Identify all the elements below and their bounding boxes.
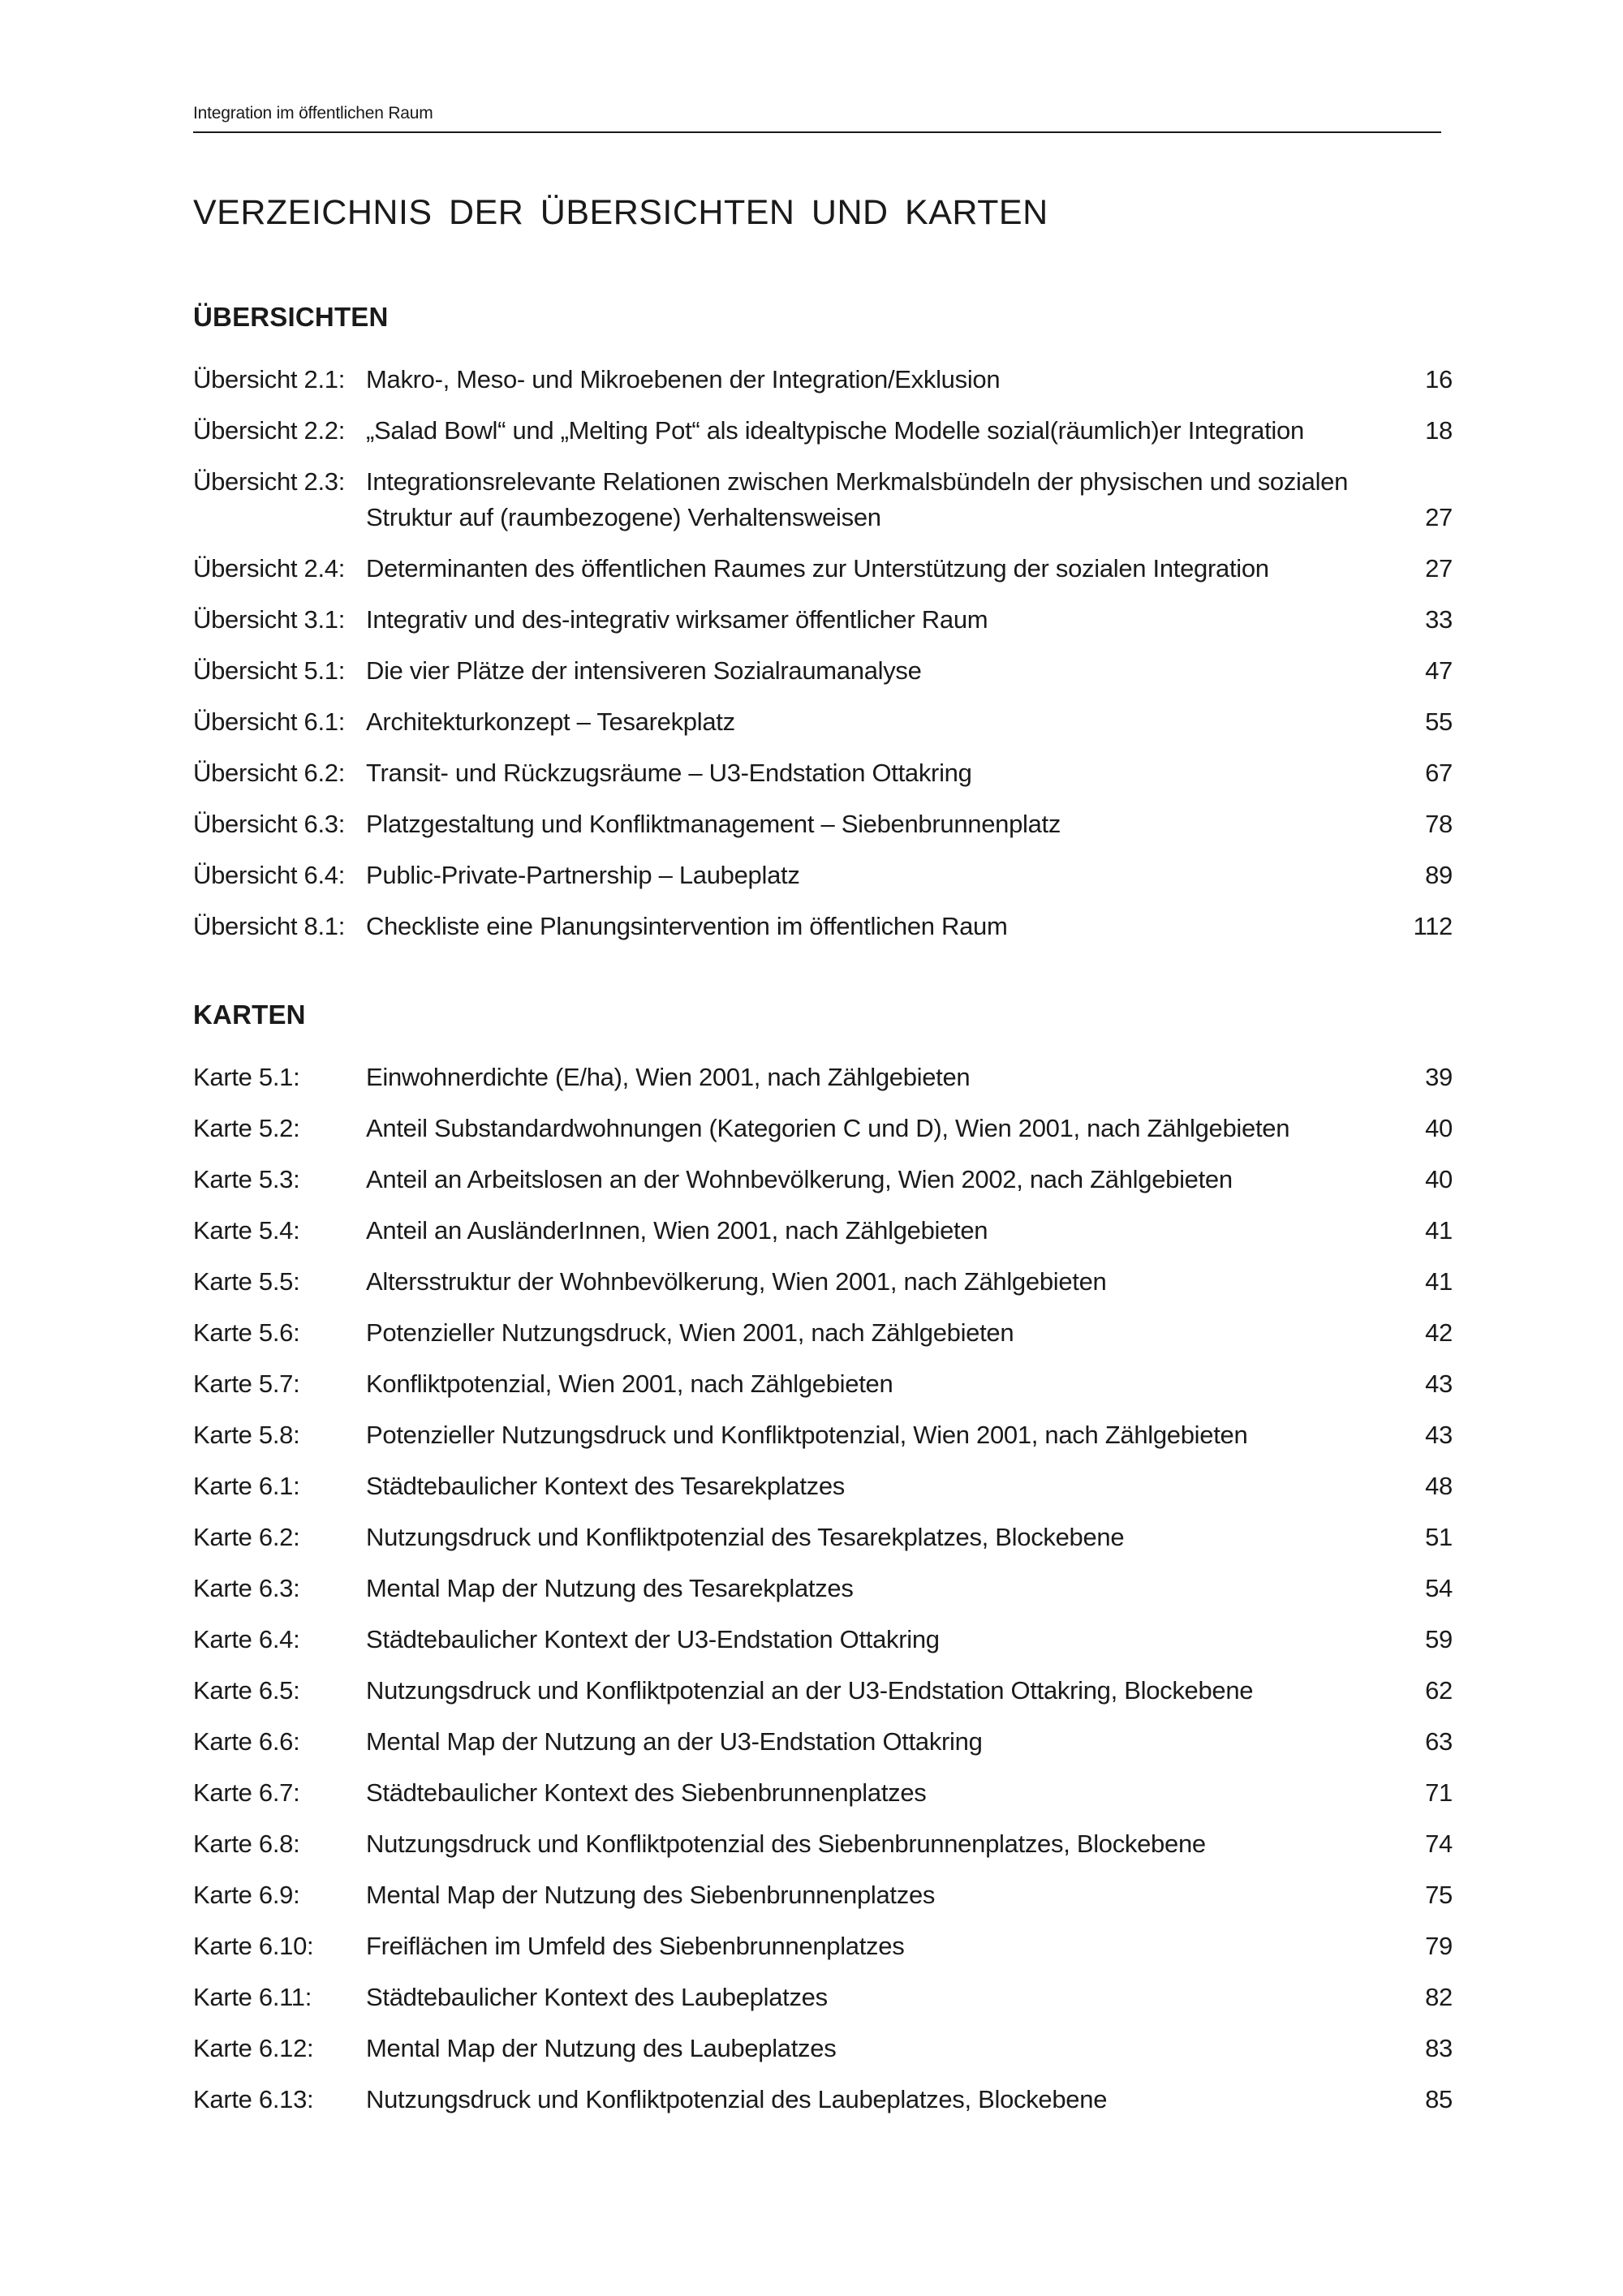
toc-entry-label: Karte 5.3: [193, 1165, 300, 1193]
toc-entry [193, 1980, 1453, 2015]
toc-entry-label: Karte 5.5: [193, 1267, 300, 1296]
toc-entry-page: 89 [1425, 861, 1453, 889]
toc-entry [193, 1520, 1453, 1555]
toc-entry [193, 806, 1453, 842]
toc-entry-label: Karte 6.5: [193, 1676, 300, 1705]
toc-entry [193, 1775, 1453, 1811]
toc-entry-page: 18 [1425, 416, 1453, 445]
toc-entry [193, 1877, 1453, 1913]
toc-entry-title: Transit- und Rückzugsräume – U3-Endstation Ottakring [366, 759, 972, 787]
toc-entry-page: 54 [1425, 1574, 1453, 1602]
toc-entry-label: Karte 6.9: [193, 1881, 300, 1909]
toc-entry-title: Public-Private-Partnership – Laubeplatz [366, 861, 800, 889]
toc-entry [193, 551, 1453, 587]
toc-entry-title: Architekturkonzept – Tesarekplatz [366, 707, 735, 736]
toc-entry-title: Mental Map der Nutzung des Laubeplatzes [366, 2034, 837, 2062]
toc-entry-label: Karte 6.1: [193, 1472, 300, 1500]
toc-entry-title: Checkliste eine Planungsintervention im öffentlichen Raum [366, 912, 1008, 940]
toc-entry-page: 41 [1425, 1216, 1453, 1245]
toc-entry-label: Karte 6.12: [193, 2034, 314, 2062]
toc-entry [193, 1928, 1453, 1964]
toc-entry-page: 67 [1425, 759, 1453, 787]
toc-entry-page: 39 [1425, 1063, 1453, 1091]
toc-entry-title: Mental Map der Nutzung des Siebenbrunnenplatzes [366, 1881, 936, 1909]
toc-entry [193, 362, 1453, 398]
toc-entry-label: Karte 6.11: [193, 1983, 312, 2011]
toc-entry [193, 2031, 1453, 2066]
toc-entry-page: 75 [1425, 1881, 1453, 1909]
toc-entry-title: Anteil an Arbeitslosen an der Wohnbevölkerung, Wien 2002, nach Zählgebieten [366, 1165, 1233, 1193]
toc-entry-label: Karte 6.10: [193, 1932, 314, 1960]
toc-entry-label: Karte 5.4: [193, 1216, 300, 1245]
toc-entry-label: Karte 5.1: [193, 1063, 300, 1091]
toc-entry-label: Übersicht 8.1: [193, 912, 346, 940]
toc-entry-title: Mental Map der Nutzung an der U3-Endstation Ottakring [366, 1727, 983, 1756]
toc-entry-label: Übersicht 5.1: [193, 656, 346, 685]
toc-entry-page: 27 [1425, 554, 1453, 583]
toc-entry [193, 1571, 1453, 1606]
toc-entry-title: Potenzieller Nutzungsdruck und Konfliktpotenzial, Wien 2001, nach Zählgebieten [366, 1421, 1248, 1449]
toc-entry-label: Übersicht 2.1: [193, 365, 346, 393]
toc-entry-page: 48 [1425, 1472, 1453, 1500]
toc-entry-title: Determinanten des öffentlichen Raumes zur Unterstützung der sozialen Integration [366, 554, 1269, 583]
toc-entry-label: Übersicht 2.2: [193, 416, 346, 445]
toc-entry-page: 43 [1425, 1369, 1453, 1398]
toc-entry-label: Übersicht 2.4: [193, 554, 346, 583]
toc-entry-label: Karte 6.7: [193, 1778, 300, 1807]
toc-entry-label: Karte 5.7: [193, 1369, 300, 1398]
toc-entry-label: Karte 6.6: [193, 1727, 300, 1756]
toc-entry-page: 41 [1425, 1267, 1453, 1296]
toc-entry-title: Anteil an AusländerInnen, Wien 2001, nach Zählgebieten [366, 1216, 988, 1245]
toc-entry-title: Städtebaulicher Kontext des Siebenbrunnenplatzes [366, 1778, 927, 1807]
toc-entry-title: Die vier Plätze der intensiveren Sozialraumanalyse [366, 656, 922, 685]
toc-entry [193, 2082, 1453, 2118]
toc-entry-label: Karte 5.2: [193, 1114, 300, 1142]
toc-entry-page: 27 [1425, 503, 1453, 531]
toc-entry-page: 40 [1425, 1165, 1453, 1193]
toc-entry [193, 653, 1453, 689]
toc-entry [193, 1111, 1453, 1146]
toc-entry-label: Karte 5.6: [193, 1318, 300, 1347]
page-title: VERZEICHNIS DER ÜBERSICHTEN UND KARTEN [193, 193, 1048, 232]
toc-entry-title: Altersstruktur der Wohnbevölkerung, Wien 2001, nach Zählgebieten [366, 1267, 1107, 1296]
toc-entry-page: 43 [1425, 1421, 1453, 1449]
toc-entry-page: 55 [1425, 707, 1453, 736]
toc-entry [193, 602, 1453, 638]
toc-entry-title: Anteil Substandardwohnungen (Kategorien C und D), Wien 2001, nach Zählgebieten [366, 1114, 1290, 1142]
toc-entry-title: Platzgestaltung und Konfliktmanagement – Siebenbrunnenplatz [366, 810, 1061, 838]
toc-entry-label: Karte 6.8: [193, 1829, 300, 1858]
toc-entry-title: Nutzungsdruck und Konfliktpotenzial an der U3-Endstation Ottakring, Blockebene [366, 1676, 1254, 1705]
toc-entry-title: Integrativ und des-integrativ wirksamer öffentlicher Raum [366, 605, 988, 634]
toc-entry-title: Städtebaulicher Kontext des Laubeplatzes [366, 1983, 828, 2011]
toc-entry-title: Makro-, Meso- und Mikroebenen der Integration/Exklusion [366, 365, 1001, 393]
toc-entry-page: 62 [1425, 1676, 1453, 1705]
toc-entry-page: 112 [1413, 912, 1453, 940]
toc-entry [193, 858, 1453, 893]
toc-entry [193, 755, 1453, 791]
toc-entry [193, 704, 1453, 740]
toc-entry [193, 909, 1453, 944]
toc-entry-page: 42 [1425, 1318, 1453, 1347]
toc-entry-page: 16 [1425, 365, 1453, 393]
toc-entry-title: Städtebaulicher Kontext des Tesarekplatzes [366, 1472, 845, 1500]
toc-entry-label: Karte 5.8: [193, 1421, 300, 1449]
toc-entry-page: 47 [1425, 656, 1453, 685]
toc-entry-label: Karte 6.3: [193, 1574, 300, 1602]
toc-entry-title: Freiflächen im Umfeld des Siebenbrunnenplatzes [366, 1932, 905, 1960]
toc-entry-label: Übersicht 6.3: [193, 810, 346, 838]
toc-entry [193, 1162, 1453, 1197]
toc-entry [193, 1213, 1453, 1249]
toc-entry [193, 1315, 1453, 1351]
toc-entry [193, 1724, 1453, 1760]
toc-entry-title: Konfliktpotenzial, Wien 2001, nach Zählgebieten [366, 1369, 893, 1398]
toc-entry [193, 464, 1453, 535]
toc-entry-page: 33 [1425, 605, 1453, 634]
toc-entry-label: Karte 6.4: [193, 1625, 300, 1653]
toc-entry-title: Potenzieller Nutzungsdruck, Wien 2001, nach Zählgebieten [366, 1318, 1014, 1347]
toc-entry-page: 63 [1425, 1727, 1453, 1756]
toc-entry-title: „Salad Bowl“ und „Melting Pot“ als idealtypische Modelle sozial(räumlich)er Integration [366, 416, 1304, 445]
toc-entry [193, 1060, 1453, 1095]
toc-entry-title: Nutzungsdruck und Konfliktpotenzial des Siebenbrunnenplatzes, Blockebene [366, 1829, 1206, 1858]
toc-entry-page: 83 [1425, 2034, 1453, 2062]
toc-entry [193, 1622, 1453, 1658]
section-heading-karten: KARTEN [193, 1000, 306, 1030]
section-heading-uebersichten: ÜBERSICHTEN [193, 302, 389, 332]
toc-entry-label: Übersicht 6.4: [193, 861, 346, 889]
toc-entry-title: Nutzungsdruck und Konfliktpotenzial des Tesarekplatzes, Blockebene [366, 1523, 1125, 1551]
toc-entry-label: Übersicht 6.1: [193, 707, 346, 736]
toc-entry [193, 1417, 1453, 1453]
karten-list [193, 1060, 1453, 2133]
toc-entry-label: Übersicht 2.3: [193, 467, 346, 496]
toc-entry-page: 71 [1425, 1778, 1453, 1807]
toc-entry [193, 413, 1453, 449]
toc-entry-label: Übersicht 3.1: [193, 605, 346, 634]
toc-entry-page: 51 [1425, 1523, 1453, 1551]
toc-entry-title: Städtebaulicher Kontext der U3-Endstation Ottakring [366, 1625, 940, 1653]
toc-entry-label: Karte 6.13: [193, 2085, 314, 2113]
toc-entry-title: Mental Map der Nutzung des Tesarekplatzes [366, 1574, 854, 1602]
toc-entry-label: Karte 6.2: [193, 1523, 300, 1551]
toc-entry-page: 79 [1425, 1932, 1453, 1960]
toc-entry-page: 78 [1425, 810, 1453, 838]
toc-entry [193, 1264, 1453, 1300]
uebersichten-list [193, 362, 1453, 960]
running-header: Integration im öffentlichen Raum [193, 104, 1441, 133]
toc-entry [193, 1468, 1453, 1504]
toc-entry-title: Integrationsrelevante Relationen zwischen Merkmalsbündeln der physischen und sozialen Struktur auf (raumbezogene) Verhaltensweisen [366, 467, 1349, 531]
toc-entry-title: Nutzungsdruck und Konfliktpotenzial des Laubeplatzes, Blockebene [366, 2085, 1108, 2113]
toc-entry-page: 59 [1425, 1625, 1453, 1653]
toc-entry [193, 1826, 1453, 1862]
toc-entry-label: Übersicht 6.2: [193, 759, 346, 787]
toc-entry-page: 74 [1425, 1829, 1453, 1858]
toc-entry-page: 40 [1425, 1114, 1453, 1142]
toc-entry-title: Einwohnerdichte (E/ha), Wien 2001, nach Zählgebieten [366, 1063, 971, 1091]
toc-entry-page: 82 [1425, 1983, 1453, 2011]
toc-entry [193, 1673, 1453, 1709]
toc-entry-page: 85 [1425, 2085, 1453, 2113]
toc-entry [193, 1366, 1453, 1402]
